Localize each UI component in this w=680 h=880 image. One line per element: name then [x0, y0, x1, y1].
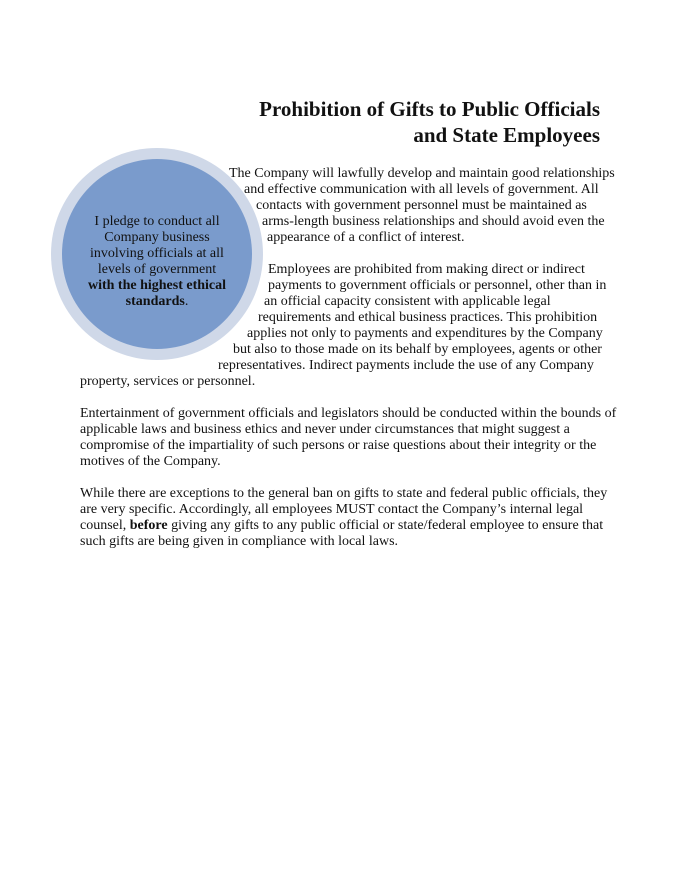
emphasis-before: before [129, 518, 168, 533]
paragraph-line: compromise of the impartiality of such persons or raise questions about their integrity or the [80, 438, 597, 453]
pledge-line-last [75, 294, 239, 310]
paragraph-line: applies not only to payments and expenditures by the Company [247, 326, 603, 341]
paragraph-line: Employees are prohibited from making direct or indirect [268, 262, 585, 277]
paragraph-line: are very specific. Accordingly, all employees MUST contact the Company’s internal legal [80, 502, 584, 517]
paragraph-line: an official capacity consistent with applicable legal [264, 294, 551, 309]
pledge-line-emphasis: with the highest ethical [87, 278, 227, 293]
page-title-line-1: Prohibition of Gifts to Public Officials [259, 97, 600, 121]
paragraph-line: The Company will lawfully develop and maintain good relationships [229, 166, 615, 181]
pledge-line: Company business [104, 230, 210, 245]
paragraph-line: applicable laws and business ethics and never under circumstances that might suggest a [80, 422, 570, 437]
pledge-text [75, 214, 239, 310]
paragraph-line: such gifts are being given in compliance with local laws. [80, 534, 399, 549]
paragraph-line: and effective communication with all levels of government. All [244, 182, 599, 197]
page-title [259, 96, 600, 148]
paragraph-text: counsel, [80, 518, 130, 533]
pledge-emphasis: standards [125, 294, 185, 309]
paragraph-line: but also to those made on its behalf by employees, agents or other [233, 342, 602, 357]
paragraph-line: arms-length business relationships and should avoid even the [262, 214, 605, 229]
paragraph-text: giving any gifts to any public official or state/federal employee to ensure that [167, 518, 604, 533]
paragraph-line: payments to government officials or personnel, other than in [268, 278, 607, 293]
paragraph-line: contacts with government personnel must be maintained as [256, 198, 587, 213]
paragraph-line: motives of the Company. [80, 454, 221, 469]
paragraph-line: Entertainment of government officials and legislators should be conducted within the bounds of [80, 406, 617, 421]
paragraph-line: representatives. Indirect payments include the use of any Company [218, 358, 594, 373]
page-title-line-2: and State Employees [413, 123, 600, 147]
pledge-line: levels of government [97, 262, 217, 277]
pledge-line: involving officials at all [90, 246, 224, 261]
pledge-line: I pledge to conduct all [94, 214, 220, 229]
paragraph-line: requirements and ethical business practices. This prohibition [258, 310, 598, 325]
paragraph-line [80, 518, 603, 534]
pledge-period: . [184, 294, 189, 309]
paragraph-line: While there are exceptions to the general ban on gifts to state and federal public officials, they [80, 486, 608, 501]
paragraph-line: appearance of a conflict of interest. [267, 230, 465, 245]
paragraph-line: property, services or personnel. [80, 374, 256, 389]
